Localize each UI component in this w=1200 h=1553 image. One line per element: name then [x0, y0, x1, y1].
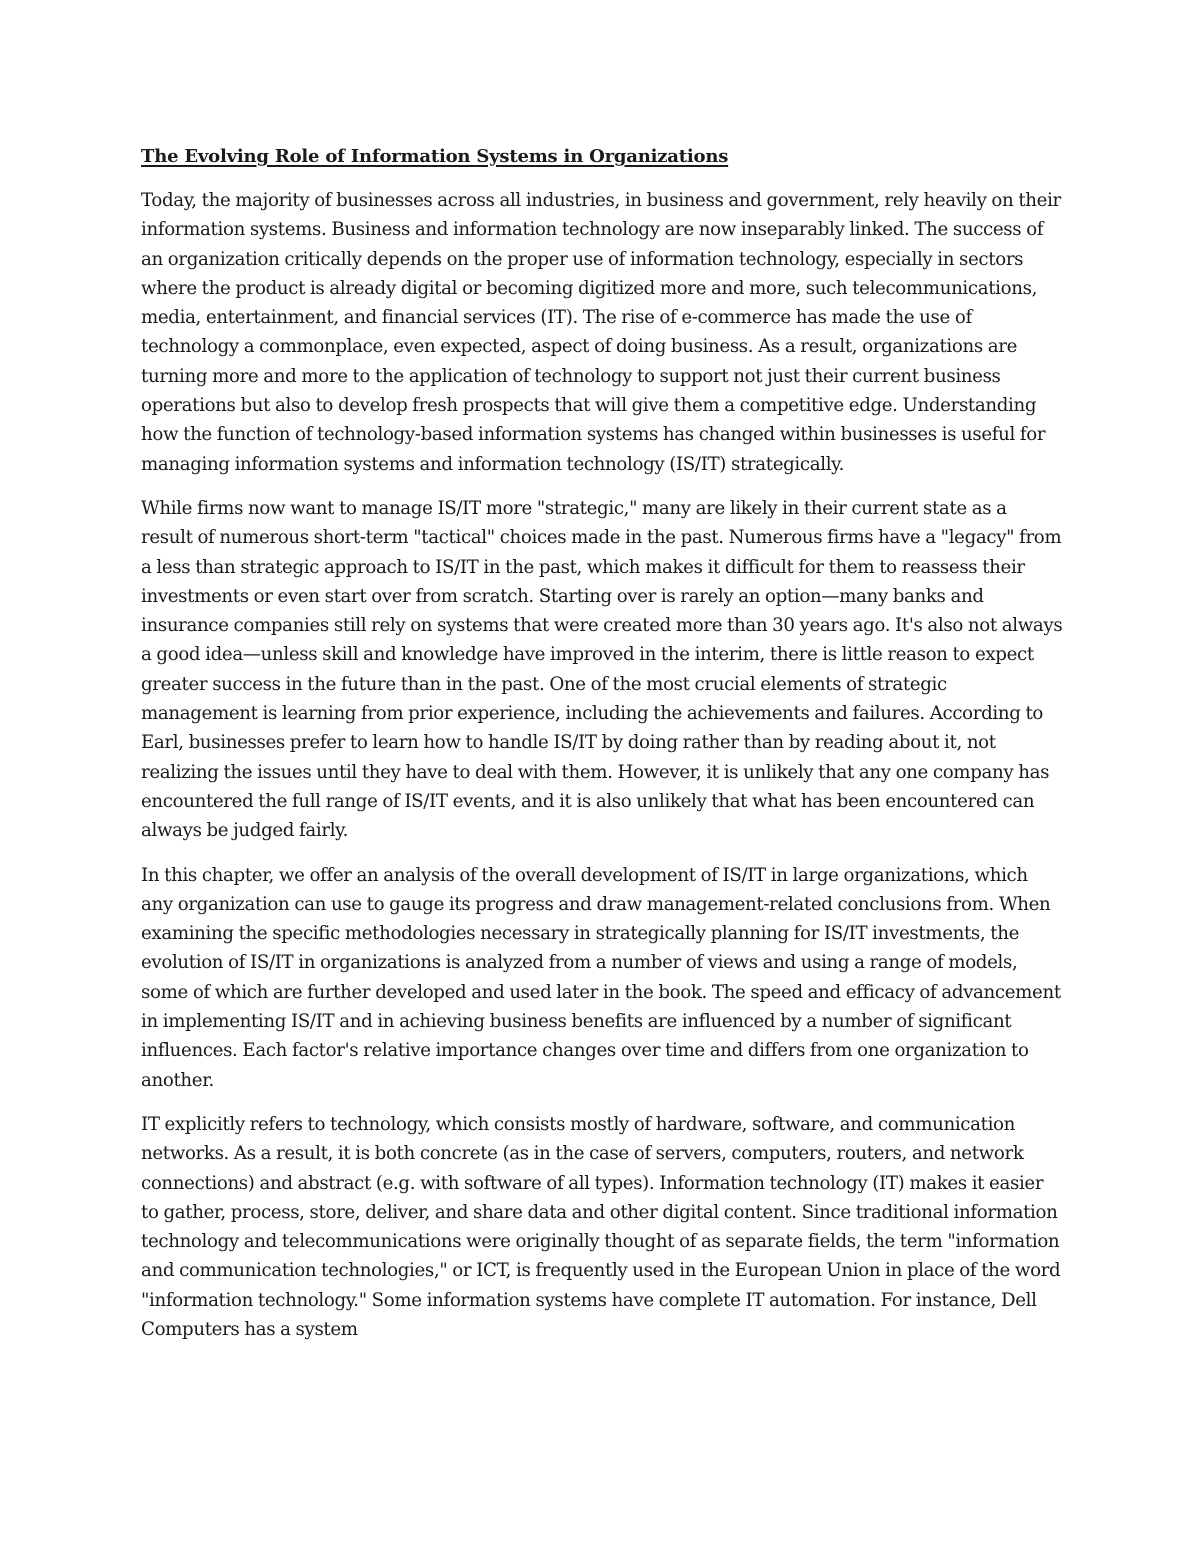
paragraph-3: In this chapter, we offer an analysis of the overall development of IS/IT in large organizations, which any organization can use to gauge its progress and draw management-related conclusions from. When examining the specific methodologies necessary in strategically planning for IS/IT investments, the evolution of IS/IT in organizations is analyzed from a number of views and using a range of models, some of which are further developed and used later in the book. The speed and efficacy of advancement in implementing IS/IT and in achieving business benefits are influenced by a number of significant influences. Each factor's relative importance changes over time and differs from one organization to another.	[141, 864, 1061, 1091]
document-title: The Evolving Role of Information Systems in Organizations	[141, 146, 729, 167]
paragraph-4: IT explicitly refers to technology, which consists mostly of hardware, software, and communication networks. As a result, it is both concrete (as in the case of servers, computers, routers, and network connections) and abstract (e.g. with software of all types). Information technology (IT) makes it easier to gather, process, store, deliver, and share data and other digital content. Since traditional information technology and telecommunications were originally thought of as separate fields, the term "information and communication technologies," or ICT, is frequently used in the European Union in place of the word "information technology." Some information systems have complete IT automation. For instance, Dell Computers has a system	[141, 1113, 1061, 1340]
document-body	[141, 142, 1063, 1359]
paragraph-2: While firms now want to manage IS/IT more "strategic," many are likely in their current state as a result of numerous short-term "tactical" choices made in the past. Numerous firms have a "legacy" from a less than strategic approach to IS/IT in the past, which makes it difficult for them to reassess their investments or even start over from scratch. Starting over is rarely an option—many banks and insurance companies still rely on systems that were created more than 30 years ago. It's also not always a good idea—unless skill and knowledge have improved in the interim, there is little reason to expect greater success in the future than in the past. One of the most crucial elements of strategic management is learning from prior experience, including the achievements and failures. According to Earl, businesses prefer to learn how to handle IS/IT by doing rather than by reading about it, not realizing the issues until they have to deal with them. However, it is unlikely that any one company has encountered the full range of IS/IT events, and it is also unlikely that what has been encountered can always be judged fairly.	[141, 497, 1063, 842]
paragraph-1: Today, the majority of businesses across all industries, in business and government, rely heavily on their information systems. Business and information technology are now inseparably linked. The success of an organization critically depends on the proper use of information technology, especially in sectors where the product is already digital or becoming digitized more and more, such telecommunications, media, entertainment, and financial services (IT). The rise of e-commerce has made the use of technology a commonplace, even expected, aspect of doing business. As a result, organizations are turning more and more to the application of technology to support not just their current business operations but also to develop fresh prospects that will give them a competitive edge. Understanding how the function of technology-based information systems has changed within businesses is useful for managing information systems and information technology (IS/IT) strategically.	[141, 190, 1061, 475]
